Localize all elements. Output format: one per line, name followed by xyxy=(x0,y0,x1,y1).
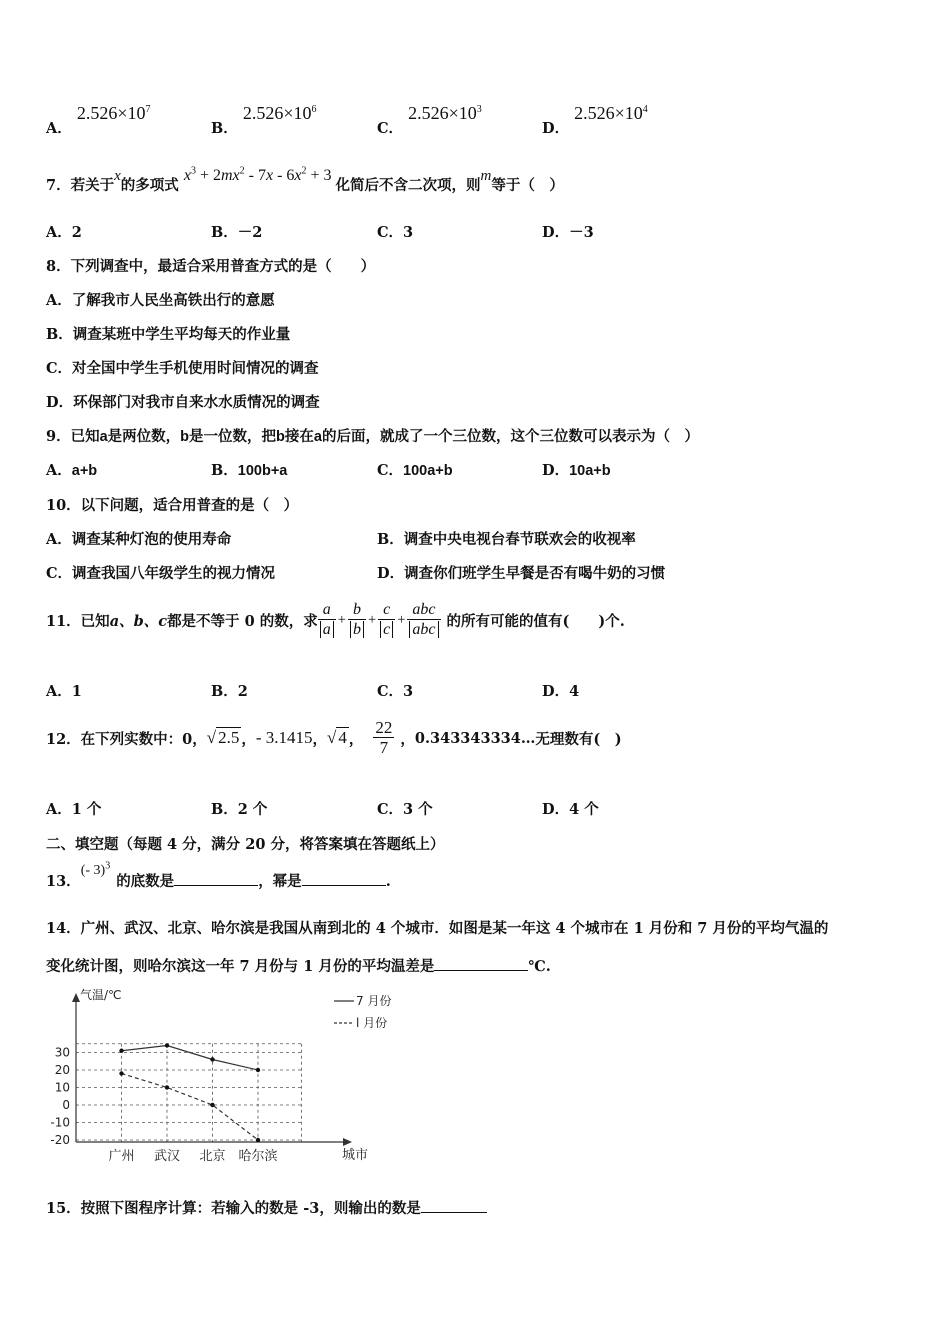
q15-blank[interactable] xyxy=(421,1198,487,1213)
q13-stem: 13．(- 3)$^3$的底数是 ，幂是 . xyxy=(46,860,391,890)
q7-option-d: D．－3 xyxy=(542,224,594,241)
q6-option-b: B． $2.526\times 10^6$ xyxy=(211,103,317,137)
q7-option-c: C．3 xyxy=(377,224,414,241)
data-point xyxy=(210,1057,214,1061)
legend-label-7: 7 月份 xyxy=(356,994,392,1008)
q10-stem: 10．以下问题，适合用普查的是（ ） xyxy=(46,497,299,514)
q9-option-c: C．100a+b xyxy=(377,462,453,479)
section-2-heading: 二、填空题（每题 4 分，满分 20 分，将答案填在答题纸上） xyxy=(46,836,445,853)
q7-option-a: A．2 xyxy=(46,224,82,241)
q10-option-b: B．调查中央电视台春节联欢会的收视率 xyxy=(377,531,636,548)
q10-option-a: A．调查某种灯泡的使用寿命 xyxy=(46,531,232,548)
q8-stem: 8．下列调查中，最适合采用普查方式的是（ ） xyxy=(46,258,376,275)
data-point xyxy=(119,1049,123,1053)
q12-stem: 12．在下列实数中：0， √ 2.5 ， - 3.1415 ， √ 4 ， $\frac{22}{7}$ ， 0.343343334… 无理数有( ) xyxy=(46,717,622,757)
q15-stem: 15．按照下图程序计算：若输入的数是 -3，则输出的数是 xyxy=(46,1197,487,1218)
legend-label-1: l 月份 xyxy=(356,1016,388,1030)
q11-frac-c: $\frac{c}{c}$ xyxy=(378,601,395,640)
y-tick-label: 0 xyxy=(62,1098,70,1112)
data-point xyxy=(165,1043,169,1047)
q9-option-a: A．a+b xyxy=(46,462,98,479)
data-point xyxy=(165,1085,169,1089)
q6-option-a: A． $2.526\times 10^7$ xyxy=(46,103,151,137)
q7-stem: 7．若关于x的多项式 $x^3 + 2mx^2 - 7x - 6x^2 + 3$ 化简后不含二次项，则m等于（ ） xyxy=(46,165,564,194)
q11-option-b: B．2 xyxy=(211,683,248,700)
q11-option-c: C．3 xyxy=(377,683,414,700)
x-tick-label: 武汉 xyxy=(153,1149,181,1164)
temperature-chart xyxy=(44,985,392,1170)
y-tick-label: -20 xyxy=(50,1133,70,1147)
series-line-7 xyxy=(122,1046,259,1071)
q12-option-a: A．1 个 xyxy=(46,801,102,818)
data-point xyxy=(256,1138,260,1142)
q12-sqrt-2-5: √ 2.5 xyxy=(206,728,240,747)
data-point xyxy=(256,1068,260,1072)
q9-option-d: D．10a+b xyxy=(542,462,611,479)
q11-stem: 11．已知 a、b、c 都是不等于 0 的数，求 $\frac{a}{a}$ + $\frac{b}{b}$ + $\frac{c}{c}$ + $\frac{\text{abc}}{\text{abc}}$ 的所有可能的值有( )个. xyxy=(46,600,625,638)
q13-blank-base[interactable] xyxy=(174,871,258,886)
q12-option-c: C．3 个 xyxy=(377,801,433,818)
q7-option-b: B．－2 xyxy=(211,224,263,241)
chart-grid xyxy=(76,1044,302,1142)
q6-option-d: D． $2.526\times 10^4$ xyxy=(542,103,648,137)
q8-option-c: C．对全国中学生手机使用时间情况的调查 xyxy=(46,360,319,377)
y-tick-label: 10 xyxy=(54,1080,70,1095)
q8-option-d: D．环保部门对我市自来水水质情况的调查 xyxy=(46,394,320,411)
data-point xyxy=(210,1103,214,1107)
x-tick-label: 北京 xyxy=(199,1149,226,1164)
q8-option-b: B．调查某班中学生平均每天的作业量 xyxy=(46,326,291,343)
q6-option-c: C． $2.526\times 10^3$ xyxy=(377,103,482,137)
q8-option-a: A．了解我市人民坐高铁出行的意愿 xyxy=(46,292,275,309)
y-tick-label: -10 xyxy=(50,1115,70,1130)
x-tick-label: 哈尔滨 xyxy=(238,1149,278,1164)
q14-blank[interactable] xyxy=(434,956,528,971)
q9-stem: 9．已知a是两位数，b是一位数，把b接在a的后面，就成了一个三位数，这个三位数可以表示为（ ） xyxy=(46,428,699,445)
q11-frac-a: $\frac{a}{a}$ xyxy=(318,601,336,640)
q12-sqrt-4: √ 4 xyxy=(327,728,347,747)
q11-frac-b: $\frac{b}{b}$ xyxy=(348,601,366,640)
y-axis-arrow xyxy=(72,993,80,1002)
q13-blank-power[interactable] xyxy=(302,871,386,886)
x-tick-label: 广州 xyxy=(108,1149,135,1164)
q11-frac-abc: $\frac{\text{abc}}{\text{abc}}$ xyxy=(407,601,440,640)
q9-option-b: B．100b+a xyxy=(211,462,288,479)
y-tick-label: 30 xyxy=(54,1045,70,1060)
series-line-1 xyxy=(122,1074,259,1141)
q11-option-d: D．4 xyxy=(542,683,580,700)
x-axis-label: 城市 xyxy=(342,1148,369,1163)
x-axis-arrow xyxy=(343,1138,352,1146)
q14-line1: 14．广州、武汉、北京、哈尔滨是我国从南到北的 4 个城市．如图是某一年这 4 个城市在 1 月份和 7 月份的平均气温的 xyxy=(46,920,829,937)
q10-option-c: C．调查我国八年级学生的视力情况 xyxy=(46,565,276,582)
data-point xyxy=(119,1071,123,1075)
q12-option-b: B．2 个 xyxy=(211,801,268,818)
q14-line2: 变化统计图，则哈尔滨这一年 7 月份与 1 月份的平均温差是 ℃. xyxy=(46,958,551,975)
y-tick-label: 20 xyxy=(54,1063,70,1077)
y-axis-label: 气温/℃ xyxy=(80,988,122,1002)
q11-option-a: A．1 xyxy=(46,683,82,700)
q12-option-d: D．4 个 xyxy=(542,801,599,818)
q10-option-d: D．调查你们班学生早餐是否有喝牛奶的习惯 xyxy=(377,565,666,582)
q12-frac-22-7: $\frac{22}{7}$ xyxy=(375,717,393,757)
